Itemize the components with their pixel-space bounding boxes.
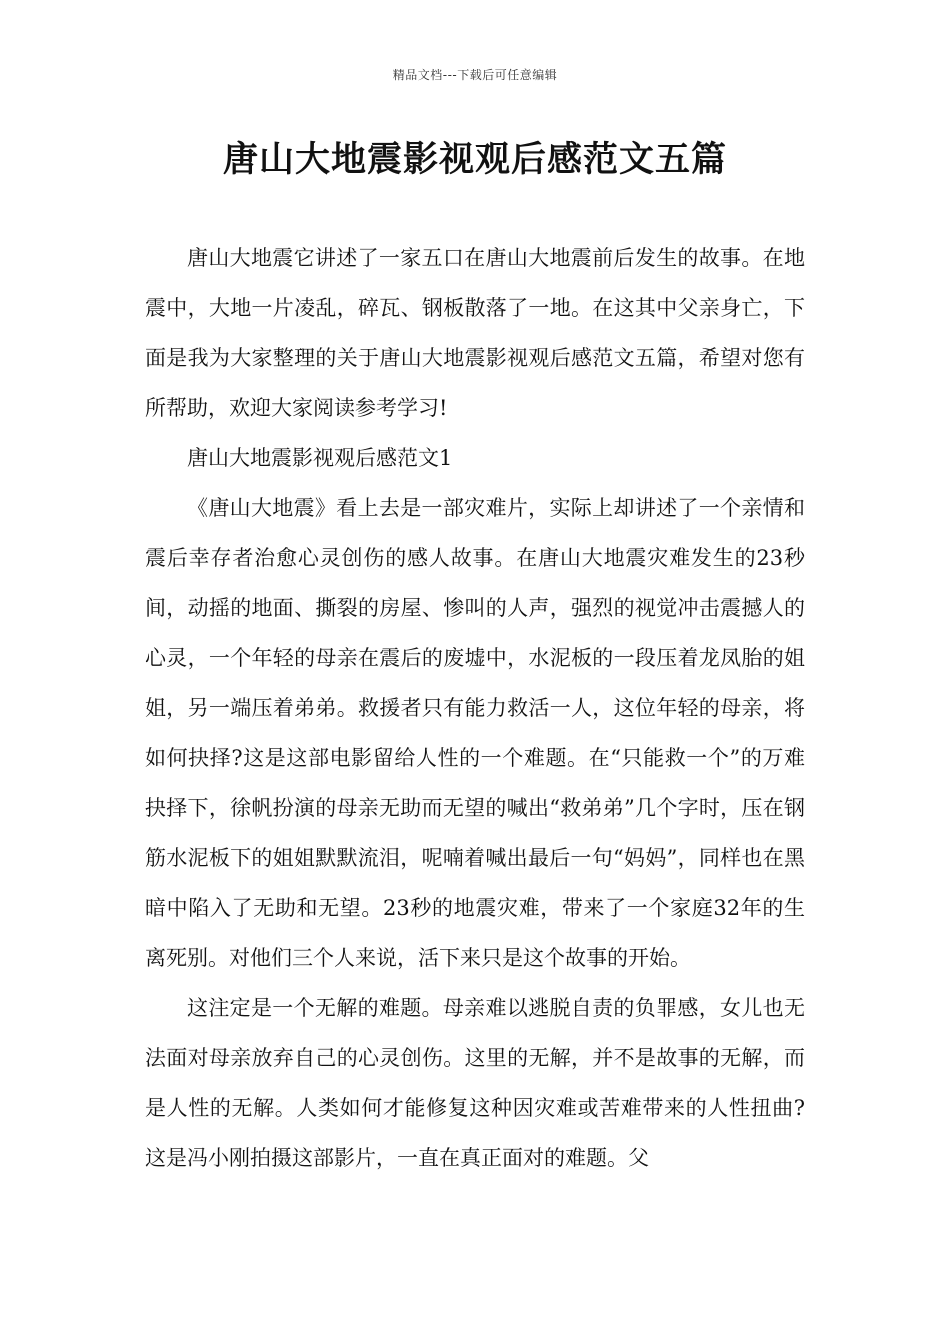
document-body [145, 233, 805, 1183]
section-heading: 唐山大地震影视观后感范文1 [187, 446, 453, 470]
body-paragraph: 《唐山大地震》看上去是一部灾难片，实际上却讲述了一个亲情和震后幸存者治愈心灵创伤的感人故事。在唐山大地震灾难发生的23秒间，动摇的地面、撕裂的房屋、惨叫的人声，强烈的视觉冲击震撼人的心灵，一个年轻的母亲在震后的废墟中，水泥板的一段压着龙凤胎的姐姐，另一端压着弟弟。救援者只有能力救活一人，这位年轻的母亲，将如何抉择?这是这部电影留给人性的一个难题。在“只能救一个”的万难抉择下，徐帆扮演的母亲无助而无望的喊出“救弟弟”几个字时，压在钢筋水泥板下的姐姐默默流泪，呢喃着喊出最后一句“妈妈”，同样也在黑暗中陷入了无助和无望。23秒的地震灾难，带来了一个家庭32年的生离死别。对他们三个人来说，活下来只是这个故事的开始。 [145, 496, 805, 970]
document-title: 唐山大地震影视观后感范文五篇 [222, 140, 727, 180]
header-note: 精品文档---下载后可任意编辑 [392, 68, 558, 82]
intro-paragraph: 唐山大地震它讲述了一家五口在唐山大地震前后发生的故事。在地震中，大地一片凌乱，碎瓦、钢板散落了一地。在这其中父亲身亡，下面是我为大家整理的关于唐山大地震影视观后感范文五篇，希望对您有所帮助，欢迎大家阅读参考学习! [145, 246, 805, 420]
body-paragraph: 这注定是一个无解的难题。母亲难以逃脱自责的负罪感，女儿也无法面对母亲放弃自己的心灵创伤。这里的无解，并不是故事的无解，而是人性的无解。人类如何才能修复这种因灾难或苦难带来的人性扭曲?这是冯小刚拍摄这部影片，一直在真正面对的难题。父 [145, 996, 805, 1170]
